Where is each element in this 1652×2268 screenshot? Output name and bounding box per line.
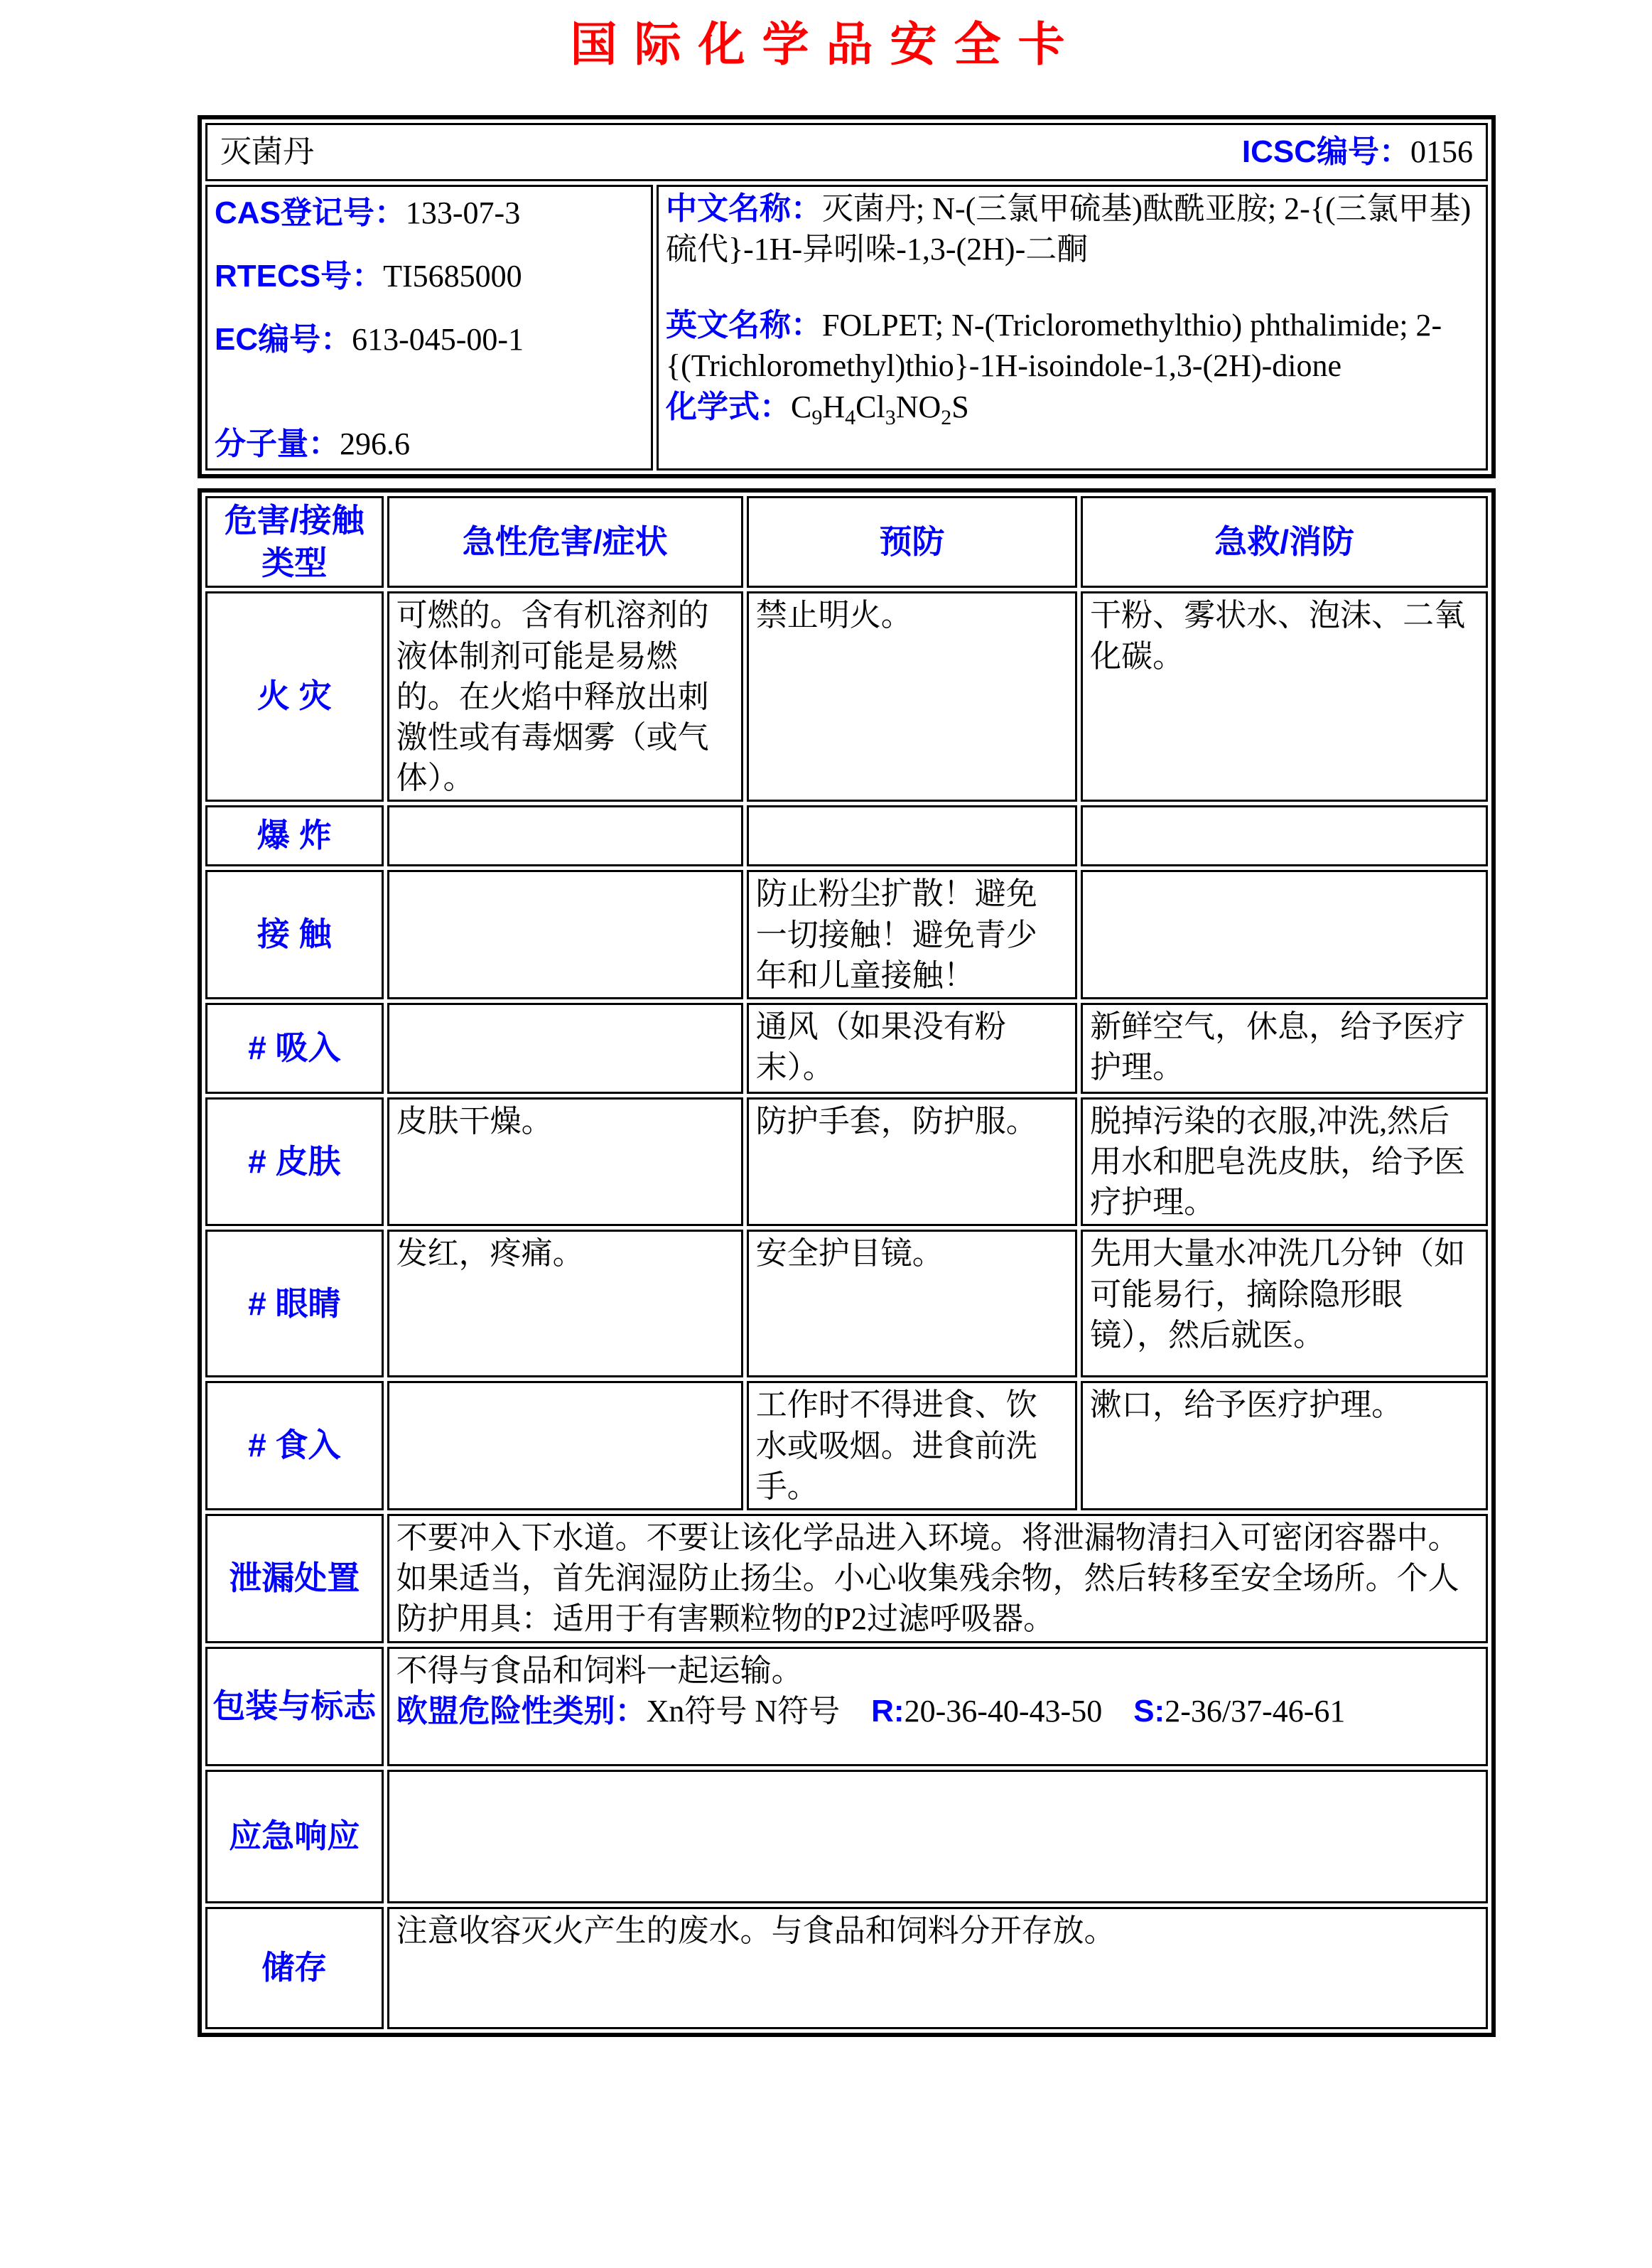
names-cell	[657, 185, 1488, 471]
chinese-name-block	[666, 188, 1479, 269]
eyes-prevention-cell: 安全护目镜。	[747, 1230, 1077, 1377]
explosion-symptoms-cell	[387, 805, 743, 866]
hazard-row-exposure	[205, 870, 1488, 999]
emergency-content-cell	[387, 1770, 1488, 1903]
section-row-emergency	[205, 1770, 1488, 1903]
formula-label: 化学式：	[666, 389, 791, 424]
eu-classification-line	[396, 1691, 1479, 1731]
icsc-number: 0156	[1410, 134, 1473, 170]
ec-label: EC编号：	[215, 322, 352, 358]
hazard-row-eyes	[205, 1230, 1488, 1377]
section-row-packaging	[205, 1647, 1488, 1766]
cas-line	[215, 193, 644, 233]
hazard-row-inhalation	[205, 1003, 1488, 1094]
spillage-content-cell: 不要冲入下水道。不要让该化学品进入环境。将泄漏物清扫入可密闭容器中。如果适当，首先润湿防止扬尘。小心收集残余物，然后转移至安全场所。个人防护用具：适用于有害颗粒物的P2过滤呼吸器。	[387, 1514, 1488, 1643]
english-name-label: 英文名称：	[666, 308, 822, 343]
eu-symbols: Xn符号 N符号	[646, 1693, 841, 1729]
explosion-firefighting-cell	[1081, 805, 1488, 866]
hazard-row-ingestion	[205, 1381, 1488, 1510]
exposure-prevention-cell: 防止粉尘扩散！避免一切接触！避免青少年和儿童接触！	[747, 870, 1077, 999]
explosion-label: 爆 炸	[205, 805, 384, 866]
rtecs-label: RTECS号：	[215, 258, 384, 294]
fire-firefighting-cell: 干粉、雾状水、泡沫、二氧化碳。	[1081, 591, 1488, 802]
ingestion-label: # 食入	[205, 1381, 384, 1510]
content-area	[198, 115, 1496, 2037]
identification-table	[198, 115, 1496, 478]
registry-numbers-cell	[205, 185, 653, 471]
skin-label: # 皮肤	[205, 1097, 384, 1227]
inhalation-symptoms-cell	[387, 1003, 743, 1094]
ec-value: 613-045-00-1	[352, 322, 524, 358]
eyes-firefighting-cell: 先用大量水冲洗几分钟（如可能易行，摘除隐形眼镜），然后就医。	[1081, 1230, 1488, 1377]
spillage-label: 泄漏处置	[205, 1514, 384, 1643]
header-firefighting: 急救/消防	[1081, 496, 1488, 589]
ec-line	[215, 319, 644, 360]
english-name-block	[666, 305, 1479, 386]
ingestion-prevention-cell: 工作时不得进食、饮水或吸烟。进食前洗手。	[747, 1381, 1077, 1510]
packaging-label: 包装与标志	[205, 1647, 384, 1766]
section-row-spillage	[205, 1514, 1488, 1643]
ingestion-symptoms-cell	[387, 1381, 743, 1510]
eyes-label: # 眼睛	[205, 1230, 384, 1377]
icsc-number-label: ICSC编号：	[1241, 134, 1410, 170]
ingestion-firefighting-cell: 漱口，给予医疗护理。	[1081, 1381, 1488, 1510]
card-header-row	[205, 123, 1488, 181]
fire-symptoms-cell: 可燃的。含有机溶剂的液体制剂可能是易燃的。在火焰中释放出刺激性或有毒烟雾（或气体）。	[387, 591, 743, 802]
explosion-prevention-cell	[747, 805, 1077, 866]
header-prevention: 预防	[747, 496, 1077, 589]
exposure-firefighting-cell	[1081, 870, 1488, 999]
skin-symptoms-cell: 皮肤干燥。	[387, 1097, 743, 1227]
chinese-name-label: 中文名称：	[666, 190, 822, 226]
hazard-row-explosion	[205, 805, 1488, 866]
chinese-name-value: 灭菌丹; N-(三氯甲硫基)酞酰亚胺; 2-{(三氯甲基)硫代}-1H-异吲哚-1,3-(2H)-二酮	[666, 190, 1472, 267]
skin-firefighting-cell: 脱掉污染的衣服,冲洗,然后用水和肥皂洗皮肤，给予医疗护理。	[1081, 1097, 1488, 1227]
s-phrases-label: S:	[1133, 1693, 1165, 1729]
header-symptoms: 急性危害/症状	[387, 496, 743, 589]
rtecs-line	[215, 256, 644, 296]
inhalation-firefighting-cell: 新鲜空气，休息，给予医疗护理。	[1081, 1003, 1488, 1094]
s-phrases-value: 2-36/37-46-61	[1165, 1693, 1346, 1729]
page-title: 国际化学品安全卡	[570, 18, 1082, 70]
icsc-number-group	[1242, 131, 1473, 172]
hazard-row-fire	[205, 591, 1488, 802]
inhalation-prevention-cell: 通风（如果没有粉末）。	[747, 1003, 1077, 1094]
eyes-symptoms-cell: 发红，疼痛。	[387, 1230, 743, 1377]
molecular-weight-value: 296.6	[340, 426, 410, 461]
inhalation-label: # 吸入	[205, 1003, 384, 1094]
eu-class-label: 欧盟危险性类别：	[396, 1693, 647, 1729]
fire-label: 火 灾	[205, 591, 384, 802]
storage-label: 储存	[205, 1907, 384, 2029]
cas-value: 133-07-3	[405, 195, 521, 230]
exposure-symptoms-cell	[387, 870, 743, 999]
chemical-formula: $C_9H_4Cl_3NO_2S$	[791, 389, 969, 429]
substance-name: 灭菌丹	[220, 134, 314, 170]
hazards-table	[198, 488, 1496, 2037]
identifiers-row	[205, 185, 1488, 471]
skin-prevention-cell: 防护手套，防护服。	[747, 1097, 1077, 1227]
english-name-value: FOLPET; N-(Tricloromethylthio) phthalimide; 2-{(Trichloromethyl)thio}-1H-isoindole-1,3-(2H)-dione	[666, 308, 1442, 384]
hazards-header-row	[205, 496, 1488, 589]
exposure-label: 接 触	[205, 870, 384, 999]
hazard-row-skin	[205, 1097, 1488, 1227]
section-row-storage	[205, 1907, 1488, 2029]
cas-label: CAS登记号：	[215, 195, 406, 230]
molecular-weight-line	[215, 424, 644, 464]
rtecs-value: TI5685000	[383, 258, 522, 294]
fire-prevention-cell: 禁止明火。	[747, 591, 1077, 802]
packaging-content-cell	[387, 1647, 1488, 1766]
molecular-weight-label: 分子量：	[215, 426, 340, 461]
formula-block	[666, 387, 1479, 427]
card-header-cell	[205, 123, 1488, 181]
storage-content-cell: 注意收容灭火产生的废水。与食品和饲料分开存放。	[387, 1907, 1488, 2029]
header-hazard-type: 危害/接触类型	[205, 496, 384, 589]
emergency-label: 应急响应	[205, 1770, 384, 1903]
r-phrases-value: 20-36-40-43-50	[904, 1693, 1103, 1729]
r-phrases-label: R:	[871, 1693, 905, 1729]
packaging-transport-line: 不得与食品和饲料一起运输。	[396, 1652, 803, 1688]
